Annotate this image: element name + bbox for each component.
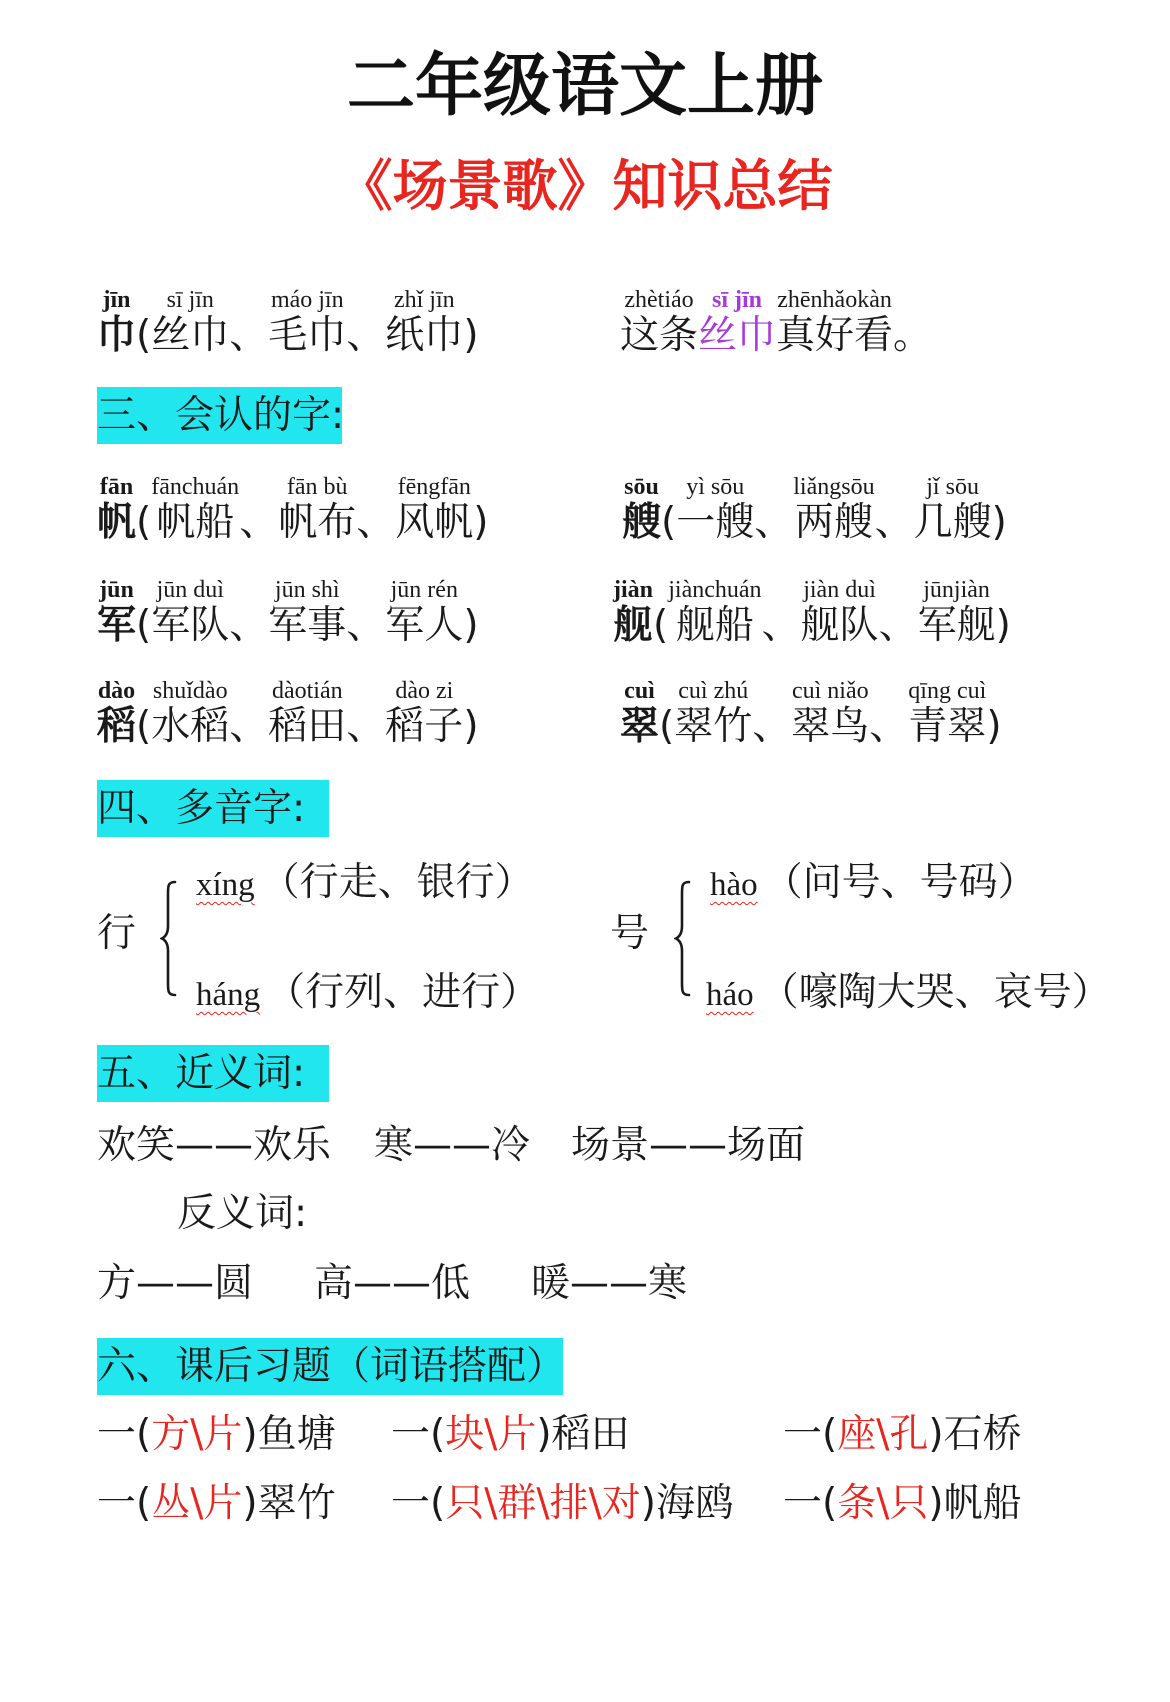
head-char-group bbox=[622, 474, 661, 546]
open-paren: ( bbox=[430, 1412, 446, 1457]
pair-word-a: 高 bbox=[314, 1261, 354, 1306]
word-pinyin: dàotián bbox=[271, 678, 343, 704]
word-pinyin: fānchuán bbox=[151, 474, 240, 500]
word-group bbox=[385, 577, 463, 649]
word-pinyin: jiàn duì bbox=[803, 577, 876, 603]
separator: 、 bbox=[878, 603, 918, 648]
word-group bbox=[676, 474, 754, 546]
head-char-pinyin: cuì bbox=[624, 678, 655, 704]
separator: 、 bbox=[346, 603, 386, 648]
antonym-pair bbox=[97, 1261, 253, 1307]
word-pinyin: jūnjiàn bbox=[923, 577, 990, 603]
measure-prefix: 一 bbox=[97, 1481, 137, 1526]
word-text: 丝巾 bbox=[151, 313, 230, 358]
close-paren: ) bbox=[928, 1412, 944, 1457]
word-pinyin: zhǐ jīn bbox=[393, 287, 455, 313]
word-text: 水稻 bbox=[151, 704, 230, 749]
word-pinyin: jūn duì bbox=[156, 577, 224, 603]
reading-words: （行走、银行） bbox=[260, 860, 534, 905]
measure-option: 方 bbox=[151, 1412, 191, 1457]
option-slash: \ bbox=[484, 1412, 498, 1457]
recognize-entry bbox=[622, 474, 1007, 546]
collocation-item bbox=[97, 1412, 336, 1458]
word-text: 军队 bbox=[151, 603, 230, 648]
section-heading-recognize: 三、会认的字: bbox=[97, 387, 342, 444]
word-text: 风帆 bbox=[395, 500, 474, 545]
head-char-group bbox=[97, 474, 136, 546]
word-text: 军人 bbox=[385, 603, 464, 648]
word-text: 舰船 bbox=[675, 603, 754, 648]
word-text: 两艘 bbox=[794, 500, 873, 545]
word-group bbox=[151, 287, 229, 359]
open-paren: ( bbox=[136, 1481, 152, 1526]
collocation-item bbox=[97, 1481, 336, 1527]
separator: 、 bbox=[346, 704, 386, 749]
word-group bbox=[668, 577, 761, 649]
open-paren: ( bbox=[430, 1481, 446, 1526]
separator: 、 bbox=[239, 500, 279, 545]
measure-option: 块 bbox=[445, 1412, 485, 1457]
measure-option: 排 bbox=[549, 1481, 589, 1526]
head-char: 巾 bbox=[97, 313, 137, 358]
separator: 、 bbox=[869, 704, 909, 749]
recognize-entry bbox=[620, 678, 1002, 750]
close-paren: ) bbox=[463, 704, 479, 749]
section-heading-polyphones: 四、多音字: bbox=[97, 780, 329, 837]
option-slash: \ bbox=[190, 1412, 204, 1457]
open-paren: ( bbox=[136, 313, 152, 358]
collocation-item bbox=[391, 1481, 734, 1527]
measure-option: 只 bbox=[889, 1481, 929, 1526]
sentence-end: 。 bbox=[893, 313, 933, 358]
word-group bbox=[151, 474, 239, 546]
antonym-pair bbox=[314, 1261, 470, 1307]
word-group bbox=[791, 678, 869, 750]
close-paren: ) bbox=[242, 1412, 258, 1457]
option-slash: \ bbox=[876, 1412, 890, 1457]
head-char: 翠 bbox=[620, 704, 660, 749]
measure-option: 孔 bbox=[889, 1412, 929, 1457]
word-text: 纸巾 bbox=[385, 313, 464, 358]
option-slash: \ bbox=[190, 1481, 204, 1526]
reading-words: （问号、号码） bbox=[763, 860, 1037, 905]
segment-pinyin: zhètiáo bbox=[624, 287, 694, 313]
close-paren: ) bbox=[536, 1412, 552, 1457]
pair-dash: —— bbox=[353, 1261, 432, 1306]
close-paren: ) bbox=[463, 603, 479, 648]
measure-prefix: 一 bbox=[391, 1481, 431, 1526]
synonym-pair bbox=[97, 1123, 331, 1169]
pair-word-b: 圆 bbox=[214, 1261, 254, 1306]
pair-dash: —— bbox=[570, 1261, 649, 1306]
word-group bbox=[385, 678, 463, 750]
word-group bbox=[918, 577, 996, 649]
pair-dash: —— bbox=[136, 1261, 215, 1306]
word-text: 青翠 bbox=[908, 704, 987, 749]
separator: 、 bbox=[229, 313, 269, 358]
head-char: 艘 bbox=[622, 500, 662, 545]
open-paren: ( bbox=[661, 500, 677, 545]
recognize-entry bbox=[97, 577, 479, 649]
open-paren: ( bbox=[822, 1481, 838, 1526]
pair-word-a: 暖 bbox=[531, 1261, 571, 1306]
synonym-pair bbox=[571, 1123, 805, 1169]
polyphone-reading bbox=[710, 860, 1037, 908]
separator: 、 bbox=[752, 704, 792, 749]
pair-word-b: 冷 bbox=[491, 1123, 531, 1168]
word-text: 一艘 bbox=[676, 500, 755, 545]
word-group bbox=[151, 678, 229, 750]
word-pinyin: qīng cuì bbox=[908, 678, 987, 704]
reading-pinyin: háng bbox=[196, 977, 261, 1013]
pair-word-b: 寒 bbox=[648, 1261, 688, 1306]
word-group bbox=[801, 577, 879, 649]
page-title: 二年级语文上册 bbox=[346, 47, 823, 126]
head-char-pinyin: sōu bbox=[624, 474, 659, 500]
head-char: 舰 bbox=[613, 603, 653, 648]
word-text: 帆船 bbox=[156, 500, 235, 545]
measure-prefix: 一 bbox=[391, 1412, 431, 1457]
close-paren: ) bbox=[928, 1481, 944, 1526]
word-group bbox=[268, 287, 346, 359]
polyphone-char: 号 bbox=[610, 911, 650, 956]
separator: 、 bbox=[761, 603, 801, 648]
head-char-group bbox=[97, 287, 136, 359]
pair-dash: —— bbox=[175, 1123, 254, 1168]
word-pinyin: fēngfān bbox=[397, 474, 471, 500]
reading-pinyin: xíng bbox=[196, 867, 255, 903]
word-pinyin: jūn shì bbox=[274, 577, 340, 603]
option-slash: \ bbox=[876, 1481, 890, 1526]
measure-option: 片 bbox=[497, 1412, 537, 1457]
open-paren: ( bbox=[136, 1412, 152, 1457]
antonym-pair bbox=[531, 1261, 687, 1307]
option-slash: \ bbox=[536, 1481, 550, 1526]
option-slash: \ bbox=[484, 1481, 498, 1526]
recognize-entry bbox=[613, 577, 1011, 649]
separator: 、 bbox=[874, 500, 914, 545]
open-paren: ( bbox=[136, 500, 152, 545]
word-pinyin: jiànchuán bbox=[668, 577, 762, 603]
close-paren: ) bbox=[463, 313, 479, 358]
word-text: 翠竹 bbox=[674, 704, 753, 749]
close-paren: ) bbox=[991, 500, 1007, 545]
head-char: 稻 bbox=[97, 704, 137, 749]
segment-text: 丝巾 bbox=[698, 313, 777, 358]
head-char-pinyin: jīn bbox=[102, 287, 131, 313]
pair-dash: —— bbox=[649, 1123, 728, 1168]
word-text: 稻田 bbox=[268, 704, 347, 749]
noun: 稻田 bbox=[551, 1412, 630, 1457]
word-group bbox=[914, 474, 992, 546]
recognize-entry bbox=[97, 678, 479, 750]
reading-words: （嚎陶大哭、哀号） bbox=[759, 970, 1111, 1015]
separator: 、 bbox=[356, 500, 396, 545]
word-pinyin: yì sōu bbox=[686, 474, 745, 500]
write-entry bbox=[97, 287, 479, 359]
noun: 海鸥 bbox=[655, 1481, 734, 1526]
separator: 、 bbox=[346, 313, 386, 358]
segment-pinyin: sī jīn bbox=[712, 287, 763, 313]
measure-option: 条 bbox=[837, 1481, 877, 1526]
synonym-pair bbox=[374, 1123, 530, 1169]
segment-pinyin: zhēnhǎokàn bbox=[777, 287, 892, 313]
pair-word-a: 场景 bbox=[571, 1123, 650, 1168]
polyphone-reading bbox=[196, 860, 534, 908]
open-paren: ( bbox=[136, 603, 152, 648]
pair-word-b: 场面 bbox=[727, 1123, 806, 1168]
word-pinyin: cuì niǎo bbox=[791, 678, 869, 704]
word-group bbox=[908, 678, 986, 750]
example-sentence bbox=[620, 287, 932, 359]
pair-word-a: 方 bbox=[97, 1261, 137, 1306]
word-pinyin: jǐ sōu bbox=[926, 474, 979, 500]
word-group bbox=[793, 474, 874, 546]
word-group bbox=[278, 474, 356, 546]
option-slash: \ bbox=[588, 1481, 602, 1526]
section-heading-exercises: 六、课后习题（词语搭配） bbox=[97, 1338, 563, 1395]
left-brace-icon bbox=[674, 880, 692, 997]
head-char-pinyin: jūn bbox=[99, 577, 134, 603]
word-pinyin: shuǐdào bbox=[152, 678, 228, 704]
pair-word-a: 欢笑 bbox=[97, 1123, 176, 1168]
polyphone-reading bbox=[706, 970, 1111, 1018]
page-subtitle: 《场景歌》知识总结 bbox=[337, 154, 833, 218]
open-paren: ( bbox=[659, 704, 675, 749]
close-paren: ) bbox=[995, 603, 1011, 648]
word-text: 军事 bbox=[268, 603, 347, 648]
close-paren: ) bbox=[986, 704, 1002, 749]
word-text: 毛巾 bbox=[268, 313, 347, 358]
recognize-entry bbox=[97, 474, 488, 546]
word-text: 稻子 bbox=[385, 704, 464, 749]
word-pinyin: liǎngsōu bbox=[793, 474, 875, 500]
polyphone-reading bbox=[196, 970, 539, 1018]
head-char-pinyin: fān bbox=[99, 474, 134, 500]
word-text: 舰队 bbox=[800, 603, 879, 648]
noun: 石桥 bbox=[943, 1412, 1022, 1457]
measure-prefix: 一 bbox=[97, 1412, 137, 1457]
measure-prefix: 一 bbox=[783, 1412, 823, 1457]
noun: 帆船 bbox=[943, 1481, 1022, 1526]
measure-option: 对 bbox=[601, 1481, 641, 1526]
word-pinyin: dào zi bbox=[395, 678, 454, 704]
word-group bbox=[395, 474, 473, 546]
word-pinyin: máo jīn bbox=[270, 287, 344, 313]
word-pinyin: cuì zhú bbox=[678, 678, 749, 704]
measure-option: 座 bbox=[837, 1412, 877, 1457]
segment-text: 这条 bbox=[620, 313, 699, 358]
head-char: 军 bbox=[97, 603, 137, 648]
noun: 翠竹 bbox=[257, 1481, 336, 1526]
head-char: 帆 bbox=[97, 500, 137, 545]
word-pinyin: sī jīn bbox=[166, 287, 214, 313]
head-char-group bbox=[613, 577, 653, 649]
collocation-item bbox=[783, 1412, 1022, 1458]
open-paren: ( bbox=[822, 1412, 838, 1457]
left-brace-icon bbox=[160, 880, 178, 997]
reading-pinyin: háo bbox=[706, 977, 754, 1013]
head-char-pinyin: jiàn bbox=[613, 577, 654, 603]
sentence-segment bbox=[776, 287, 893, 359]
open-paren: ( bbox=[136, 704, 152, 749]
head-char-pinyin: dào bbox=[97, 678, 136, 704]
measure-prefix: 一 bbox=[783, 1481, 823, 1526]
separator: 、 bbox=[754, 500, 794, 545]
close-paren: ) bbox=[473, 500, 489, 545]
head-char-group bbox=[97, 577, 136, 649]
word-text: 军舰 bbox=[917, 603, 996, 648]
antonym-heading: 反义词: bbox=[177, 1191, 308, 1236]
word-group bbox=[268, 577, 346, 649]
sentence-segment-highlight bbox=[698, 287, 776, 359]
word-text: 帆布 bbox=[278, 500, 357, 545]
open-paren: ( bbox=[653, 603, 669, 648]
word-group bbox=[268, 678, 346, 750]
word-pinyin: fān bù bbox=[286, 474, 348, 500]
pair-word-b: 低 bbox=[431, 1261, 471, 1306]
measure-option: 只 bbox=[445, 1481, 485, 1526]
close-paren: ) bbox=[640, 1481, 656, 1526]
pair-word-a: 寒 bbox=[374, 1123, 414, 1168]
word-text: 翠鸟 bbox=[791, 704, 870, 749]
measure-option: 片 bbox=[203, 1481, 243, 1526]
word-group bbox=[151, 577, 229, 649]
measure-option: 群 bbox=[497, 1481, 537, 1526]
polyphone-char: 行 bbox=[97, 911, 137, 956]
head-char-group bbox=[97, 678, 136, 750]
sentence-segment bbox=[620, 287, 698, 359]
segment-text: 真好看 bbox=[776, 313, 894, 358]
measure-option: 丛 bbox=[151, 1481, 191, 1526]
collocation-item bbox=[391, 1412, 630, 1458]
word-pinyin: jūn rén bbox=[390, 577, 458, 603]
reading-words: （行列、进行） bbox=[266, 970, 540, 1015]
noun: 鱼塘 bbox=[257, 1412, 336, 1457]
head-char-group bbox=[620, 678, 659, 750]
word-group bbox=[385, 287, 463, 359]
pair-word-b: 欢乐 bbox=[253, 1123, 332, 1168]
separator: 、 bbox=[229, 603, 269, 648]
separator: 、 bbox=[229, 704, 269, 749]
pair-dash: —— bbox=[413, 1123, 492, 1168]
collocation-item bbox=[783, 1481, 1022, 1527]
reading-pinyin: hào bbox=[710, 867, 758, 903]
section-heading-synonyms: 五、近义词: bbox=[97, 1045, 329, 1102]
word-group bbox=[674, 678, 752, 750]
close-paren: ) bbox=[242, 1481, 258, 1526]
measure-option: 片 bbox=[203, 1412, 243, 1457]
word-text: 几艘 bbox=[913, 500, 992, 545]
